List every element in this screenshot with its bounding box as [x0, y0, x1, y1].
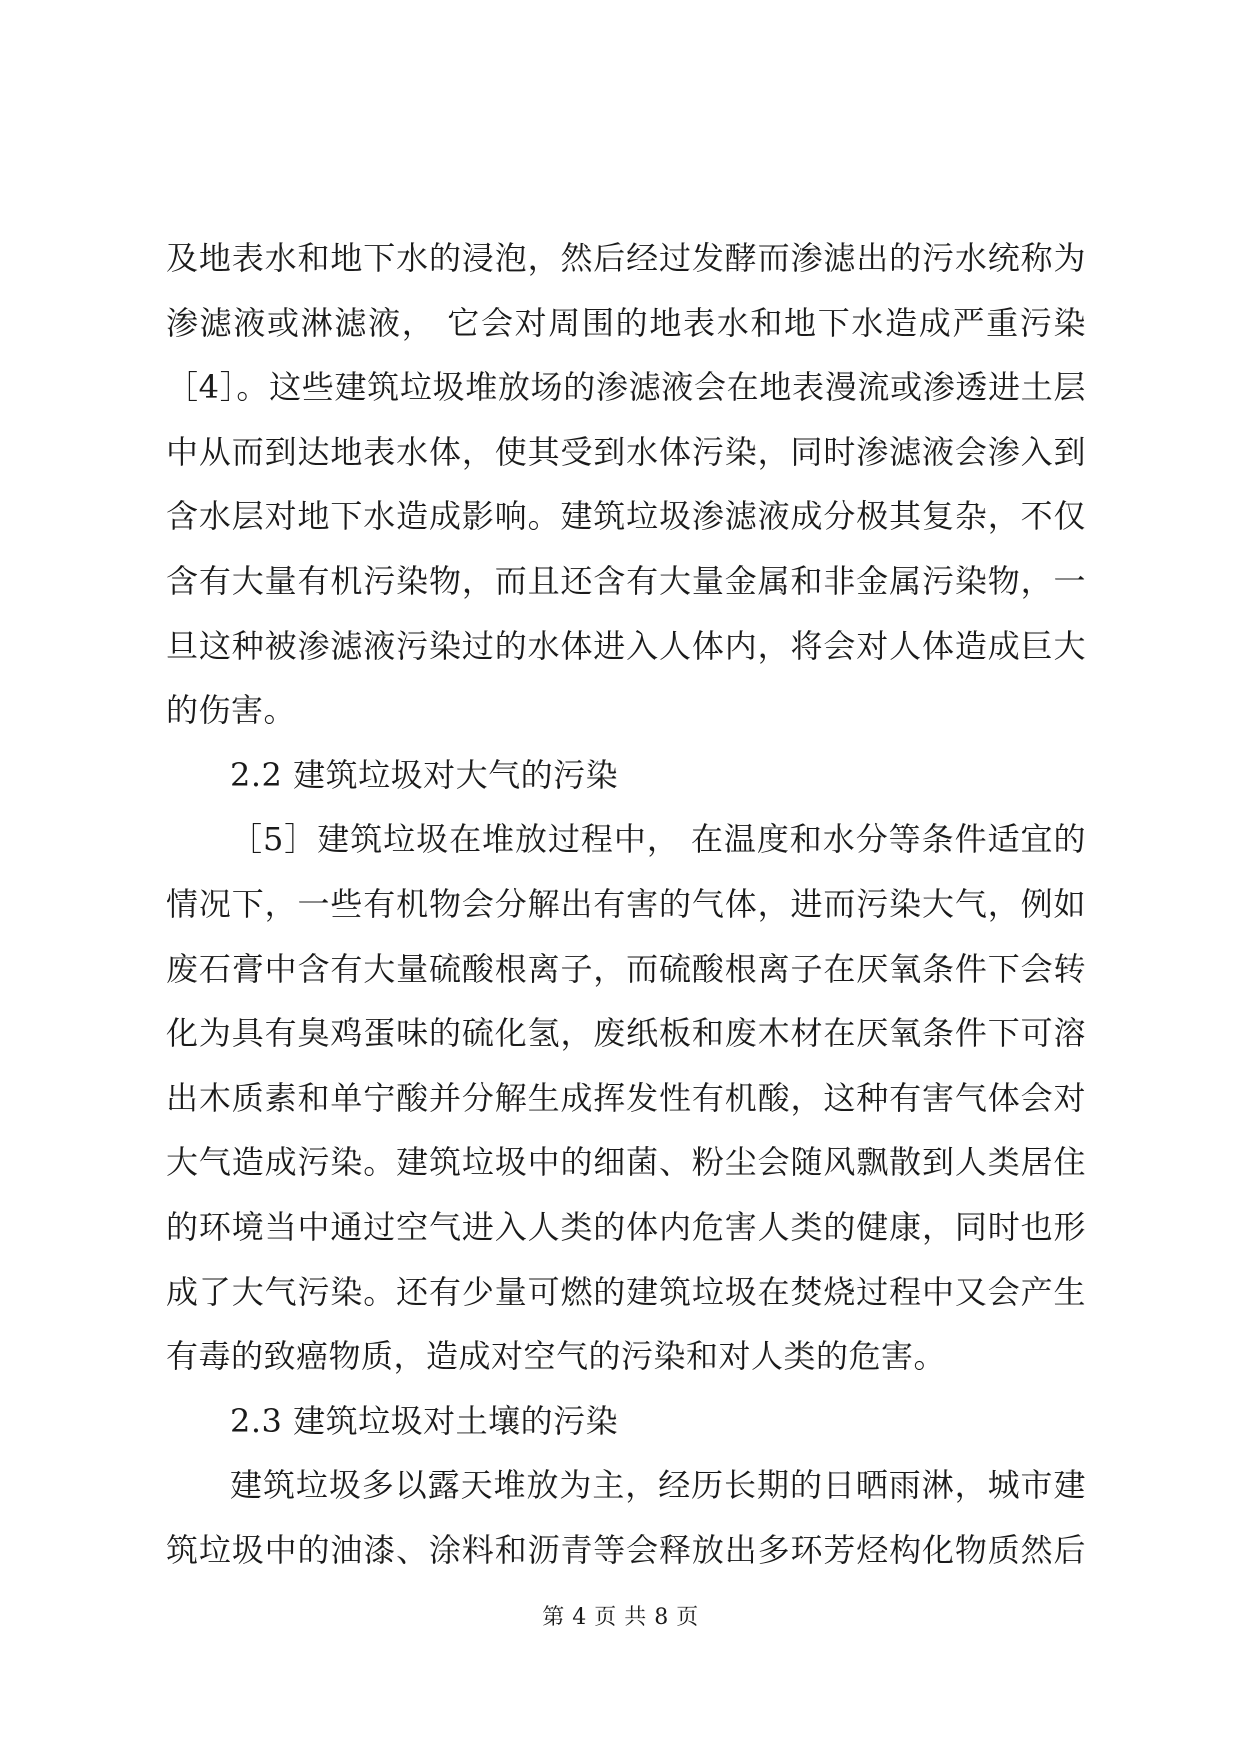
body-line: 出木质素和单宁酸并分解生成挥发性有机酸，这种有害气体会对 [166, 1078, 1086, 1117]
document-body [166, 226, 1086, 1582]
body-line: 中从而到达地表水体，使其受到水体污染，同时渗滤液会渗入到 [166, 432, 1086, 471]
body-line: 废石膏中含有大量硫酸根离子，而硫酸根离子在厌氧条件下会转 [166, 949, 1086, 988]
body-line: 大气造成污染。建筑垃圾中的细菌、粉尘会随风飘散到人类居住 [166, 1143, 1086, 1182]
body-line: 含水层对地下水造成影响。建筑垃圾渗滤液成分极其复杂，不仅 [166, 497, 1086, 536]
body-line: 化为具有臭鸡蛋味的硫化氢，废纸板和废木材在厌氧条件下可溶 [166, 1014, 1086, 1053]
section-heading-2-2: 2.2 建筑垃圾对大气的污染 [230, 755, 619, 794]
body-line: 情况下，一些有机物会分解出有害的气体，进而污染大气，例如 [166, 884, 1086, 923]
body-line: 筑垃圾中的油漆、涂料和沥青等会释放出多环芳烃构化物质然后 [166, 1530, 1086, 1569]
body-line: 建筑垃圾多以露天堆放为主，经历长期的日晒雨淋，城市建 [230, 1466, 1086, 1505]
body-line: 旦这种被渗滤液污染过的水体进入人体内，将会对人体造成巨大 [166, 626, 1086, 665]
body-line: 成了大气污染。还有少量可燃的建筑垃圾在焚烧过程中又会产生 [166, 1272, 1086, 1311]
body-line: 含有大量有机污染物，而且还含有大量金属和非金属污染物，一 [166, 561, 1086, 600]
body-line: 的环境当中通过空气进入人类的体内危害人类的健康，同时也形 [166, 1207, 1086, 1246]
body-line: 渗滤液或淋滤液， 它会对周围的地表水和地下水造成严重污染 [166, 303, 1086, 342]
body-line: 的伤害。 [166, 691, 297, 730]
body-line: 有毒的致癌物质，造成对空气的污染和对人类的危害。 [166, 1337, 947, 1376]
section-heading-2-3: 2.3 建筑垃圾对土壤的污染 [230, 1401, 619, 1440]
body-line: ［4］。这些建筑垃圾堆放场的渗滤液会在地表漫流或渗透进土层 [166, 368, 1086, 407]
page-number-label: 第 4 页 共 8 页 [542, 1605, 699, 1630]
body-line: ［5］建筑垃圾在堆放过程中， 在温度和水分等条件适宜的 [230, 820, 1086, 859]
body-line: 及地表水和地下水的浸泡，然后经过发酵而渗滤出的污水统称为 [166, 239, 1086, 277]
page-footer [0, 1603, 1241, 1633]
